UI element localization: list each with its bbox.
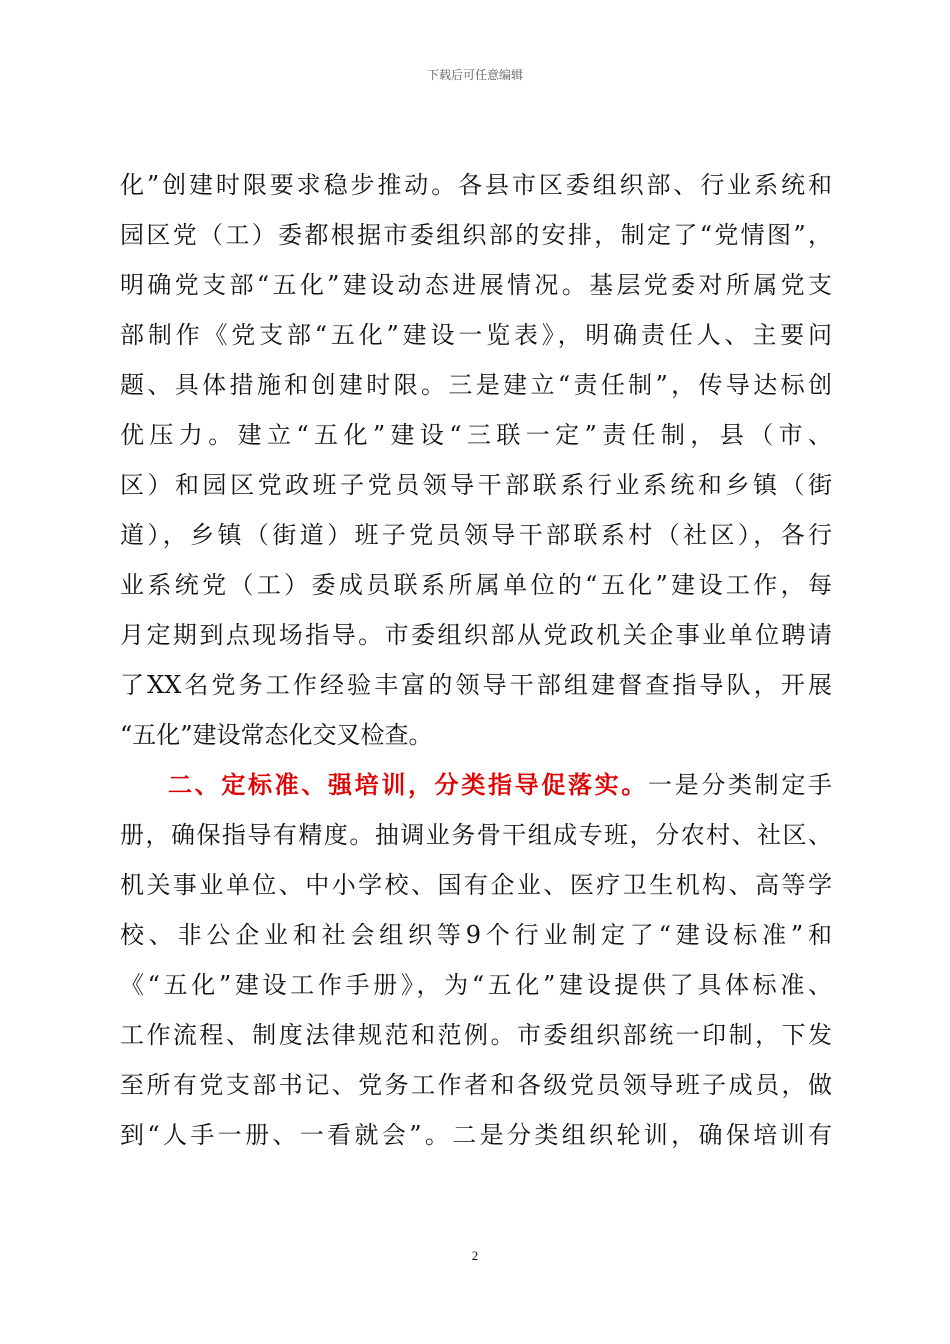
text-line: 册，确保指导有精度。抽调业务骨干组成专班，分农村、社区、: [120, 821, 832, 849]
text-line: “五化”建设常态化交叉检查。: [120, 721, 433, 749]
section-heading: 二、定标准、强培训，分类指导促落实。: [168, 771, 648, 799]
text-line-with-heading: [120, 760, 832, 810]
text-line: 化”创建时限要求稳步推动。各县市区委组织部、行业系统和: [120, 171, 832, 199]
text-line: 到“人手一册、一看就会”。二是分类组织轮训，确保培训有: [120, 1121, 832, 1149]
heading-continuation: 一是分类制定手: [648, 771, 832, 799]
text-line: 校、非公企业和社会组织等9个行业制定了“建设标准”和: [120, 921, 832, 949]
text-line: 了XX名党务工作经验丰富的领导干部组建督查指导队，开展: [120, 671, 832, 699]
text-line: 至所有党支部书记、党务工作者和各级党员领导班子成员，做: [120, 1071, 832, 1099]
paragraph-2: [120, 760, 832, 1160]
page-number: 2: [471, 1248, 479, 1263]
text-line: 部制作《党支部“五化”建设一览表》，明确责任人、主要问: [120, 321, 832, 349]
page-header: 下载后可任意编辑: [426, 68, 523, 82]
text-line: 业系统党（工）委成员联系所属单位的“五化”建设工作，每: [120, 571, 832, 599]
text-line: 工作流程、制度法律规范和范例。市委组织部统一印制，下发: [120, 1021, 832, 1049]
text-line: 题、具体措施和创建时限。三是建立“责任制”，传导达标创: [120, 371, 832, 399]
text-line: 区）和园区党政班子党员领导干部联系行业系统和乡镇（街: [120, 471, 832, 499]
text-line: 园区党（工）委都根据市委组织部的安排，制定了“党情图”，: [120, 221, 832, 249]
text-line: 《“五化”建设工作手册》，为“五化”建设提供了具体标准、: [120, 971, 832, 999]
text-line: 优压力。建立“五化”建设“三联一定”责任制，县（市、: [120, 421, 832, 449]
document-body: [120, 160, 832, 1160]
text-line: 月定期到点现场指导。市委组织部从党政机关企事业单位聘请: [120, 621, 832, 649]
text-line: 道），乡镇（街道）班子党员领导干部联系村（社区），各行: [120, 521, 832, 549]
paragraph-1: [120, 160, 832, 760]
text-line: 明确党支部“五化”建设动态进展情况。基层党委对所属党支: [120, 271, 832, 299]
text-line: 机关事业单位、中小学校、国有企业、医疗卫生机构、高等学: [120, 871, 832, 899]
